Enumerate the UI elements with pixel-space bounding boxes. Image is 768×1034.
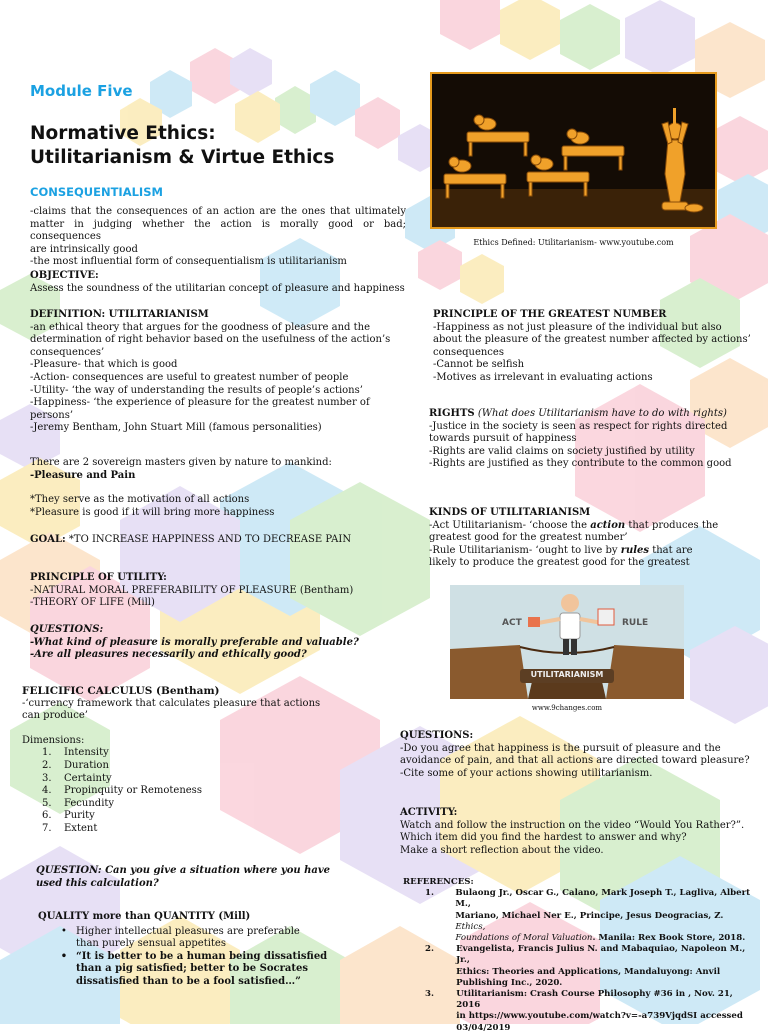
- rule-label: RULE: [622, 618, 649, 628]
- questions-right-section: [400, 730, 755, 780]
- definition-line: -an ethical theory that argues for the goodness of pleasure and the: [30, 321, 370, 333]
- definition-line: -Happiness- ‘the experience of pleasure for the greatest number of: [30, 397, 370, 409]
- kinds-rule-line-2: likely to produce the greatest good for the greatest: [429, 557, 690, 569]
- goal-label: GOAL:: [30, 534, 66, 545]
- photo-caption: Ethics Defined: Utilitarianism- www.youtube.com: [473, 238, 674, 247]
- reference-item: 3. Utilitarianism: Crash Course Philosophy #36 in , Nov. 21, 2016 in https://www.youtube.com/watch?v=-a739VjqdSI accessed 03/04/2019: [425, 989, 743, 1033]
- utilitarianism-video-still: [430, 72, 717, 229]
- rights-section: [429, 408, 759, 471]
- masters-line: *Pleasure is good if it will bring more happiness: [30, 506, 275, 518]
- list-item: 7. Extent: [42, 822, 98, 834]
- objective-heading: OBJECTIVE:: [30, 270, 99, 281]
- principle-utility-line: -THEORY OF LIFE (Mill): [30, 597, 155, 609]
- questions-left-heading: QUESTIONS:: [30, 624, 104, 635]
- kinds-section: [429, 507, 749, 570]
- masters-line: *They serve as the motivation of all actions: [30, 494, 250, 506]
- consequentialism-line: -claims that the consequences of an action are the ones that ultimately: [30, 206, 406, 217]
- activity-heading: ACTIVITY:: [400, 807, 458, 818]
- list-item: 5. Fecundity: [42, 797, 115, 809]
- definition-heading: DEFINITION: UTILITARIANISM: [30, 309, 209, 320]
- masters-section: [30, 457, 332, 519]
- greatest-number-section: [433, 309, 753, 385]
- goal-section: [30, 534, 351, 547]
- greatest-number-heading: PRINCIPLE OF THE GREATEST NUMBER: [433, 309, 667, 320]
- felicific-section: [22, 685, 320, 836]
- act-rule-cartoon: [450, 585, 684, 699]
- list-item: • “It is better to be a human being dissatisfied than a pig satisfied; better to be Socrates dissatisfied than to be a fool satisfied…”: [60, 950, 328, 987]
- list-item: • Higher intellectual pleasures are preferable than purely sensual appetites: [61, 925, 300, 950]
- definition-line: determination of right behavior based on the usefulness of the action’s: [30, 334, 391, 346]
- cartoon-caption: www.9changes.com: [531, 704, 603, 712]
- dimensions-label: Dimensions:: [22, 734, 85, 746]
- act-label: ACT: [502, 618, 522, 628]
- greatest-number-line: -Happiness as not just pleasure of the individual but also: [433, 321, 722, 333]
- title-line-1: Normative Ethics:: [30, 123, 216, 144]
- question-calc-line: used this calculation?: [36, 877, 159, 889]
- consequentialism-line: matter in judging whether the action is morally good or bad; consequences: [30, 218, 406, 243]
- activity-line: Watch and follow the instruction on the video “Would You Rather?”.: [400, 819, 745, 831]
- masters-line: There are 2 sovereign masters given by nature to mankind:: [30, 457, 332, 468]
- greatest-number-line: -Motives as irrelevant in evaluating actions: [433, 371, 653, 383]
- rights-line: towards pursuit of happiness: [429, 433, 577, 445]
- quality-heading: QUALITY more than QUANTITY (Mill): [38, 911, 251, 922]
- principle-utility-line: -NATURAL MORAL PREFERABILITY OF PLEASURE (Bentham): [30, 584, 354, 596]
- references-heading: REFERENCES:: [403, 877, 474, 887]
- kinds-act-line: -Act Utilitarianism- ‘choose the action that produces the: [429, 519, 719, 531]
- dimensions-list: [42, 747, 320, 835]
- definition-line: -Utility- ‘the way of understanding the results of people’s actions’: [30, 384, 363, 396]
- consequentialism-line: -the most influential form of consequentialism is utilitarianism: [30, 256, 347, 268]
- definition-line: consequences’: [30, 346, 105, 358]
- list-item: 1. Intensity: [42, 747, 109, 759]
- question-item: -Are all pleasures necessarily and ethically good?: [30, 649, 307, 661]
- activity-section: [400, 807, 755, 857]
- greatest-number-line: about the pleasure of the greatest number affected by actions’: [433, 334, 751, 346]
- reference-item: 1. Bulaong Jr., Oscar G., Calano, Mark Joseph T., Lagliva, Albert M., Mariano, Michael Ner E., Principe, Jesus Deogracias, Z. Ethics, Foundations of Moral Valuation. Manila: Rex Book Store, 2018.: [425, 888, 751, 944]
- activity-line: Make a short reflection about the video.: [400, 844, 604, 856]
- definition-line: -Jeremy Bentham, John Stuart Mill (famous personalities): [30, 422, 322, 434]
- rights-line: -Rights are justified as they contribute to the common good: [429, 458, 732, 470]
- greatest-number-line: -Cannot be selfish: [433, 359, 525, 371]
- questions-right-heading: QUESTIONS:: [400, 730, 474, 741]
- kinds-act-line-2: greatest good for the greatest number’: [429, 532, 628, 544]
- rights-subheading: (What does Utilitarianism have to do with rights): [477, 408, 727, 419]
- question-item: avoidance of pain, and that all actions are directed toward pleasure?: [400, 755, 750, 767]
- question-item: -Do you agree that happiness is the pursuit of pleasure and the: [400, 742, 721, 754]
- consequentialism-line: are intrinsically good: [30, 243, 138, 255]
- principle-utility-heading: PRINCIPLE OF UTILITY:: [30, 572, 167, 583]
- definition-section: [30, 309, 400, 435]
- question-item: -Cite some of your actions showing utilitarianism.: [400, 767, 653, 779]
- question-calc: [36, 865, 330, 890]
- felicific-line: -‘currency framework that calculates pleasure that actions: [22, 697, 321, 709]
- rights-line: -Justice in the society is seen as respect for rights directed: [429, 420, 728, 432]
- references-list: [425, 888, 753, 1034]
- felicific-heading: FELICIFIC CALCULUS (Bentham): [22, 685, 220, 697]
- utilitarianism-banner: UTILITARIANISM: [530, 670, 604, 679]
- objective-section: [30, 270, 405, 295]
- greatest-number-line: consequences: [433, 346, 504, 358]
- question-calc-line: QUESTION: Can you give a situation where you have: [36, 865, 331, 876]
- goal-text: *TO INCREASE HAPPINESS AND TO DECREASE PAIN: [65, 534, 352, 545]
- definition-line: persons’: [30, 409, 74, 421]
- consequentialism-heading: CONSEQUENTIALISM: [30, 185, 163, 199]
- quality-section: [38, 911, 327, 989]
- list-item: 2. Duration: [42, 759, 109, 771]
- question-item: -What kind of pleasure is morally preferable and valuable?: [30, 636, 359, 648]
- module-label: Module Five: [30, 82, 133, 100]
- list-item: 6. Purity: [42, 810, 95, 822]
- references-section: [403, 877, 753, 1034]
- rights-line: -Rights are valid claims on society justified by utility: [429, 445, 695, 457]
- objective-text: Assess the soundness of the utilitarian concept of pleasure and happiness: [30, 282, 405, 294]
- quality-list: [52, 926, 327, 989]
- masters-line: -Pleasure and Pain: [30, 469, 136, 481]
- reference-item: 2. Evangelista, Francis Julius N. and Mabaquiao, Napoleon M., Jr., Ethics: Theories and Applications, Mandaluyong: Anvil Publishing Inc., 2020.: [425, 944, 746, 988]
- questions-left-section: [30, 624, 359, 662]
- principle-utility-section: [30, 572, 353, 610]
- activity-line: Which item did you find the hardest to answer and why?: [400, 832, 687, 844]
- kinds-rule-line: -Rule Utilitarianism- ‘ought to live by rules that are: [429, 544, 693, 556]
- list-item: 3. Certainty: [42, 772, 112, 784]
- felicific-line: can produce’: [22, 710, 88, 722]
- kinds-heading: KINDS OF UTILITARIANISM: [429, 507, 591, 518]
- consequentialism-text: [30, 206, 406, 269]
- definition-line: -Action- consequences are useful to greatest number of people: [30, 371, 349, 383]
- title-line-2: Utilitarianism & Virtue Ethics: [30, 147, 335, 168]
- page-title: [30, 122, 334, 170]
- rights-heading: RIGHTS: [429, 408, 475, 419]
- definition-line: -Pleasure- that which is good: [30, 359, 178, 371]
- list-item: 4. Propinquity or Remoteness: [42, 785, 202, 797]
